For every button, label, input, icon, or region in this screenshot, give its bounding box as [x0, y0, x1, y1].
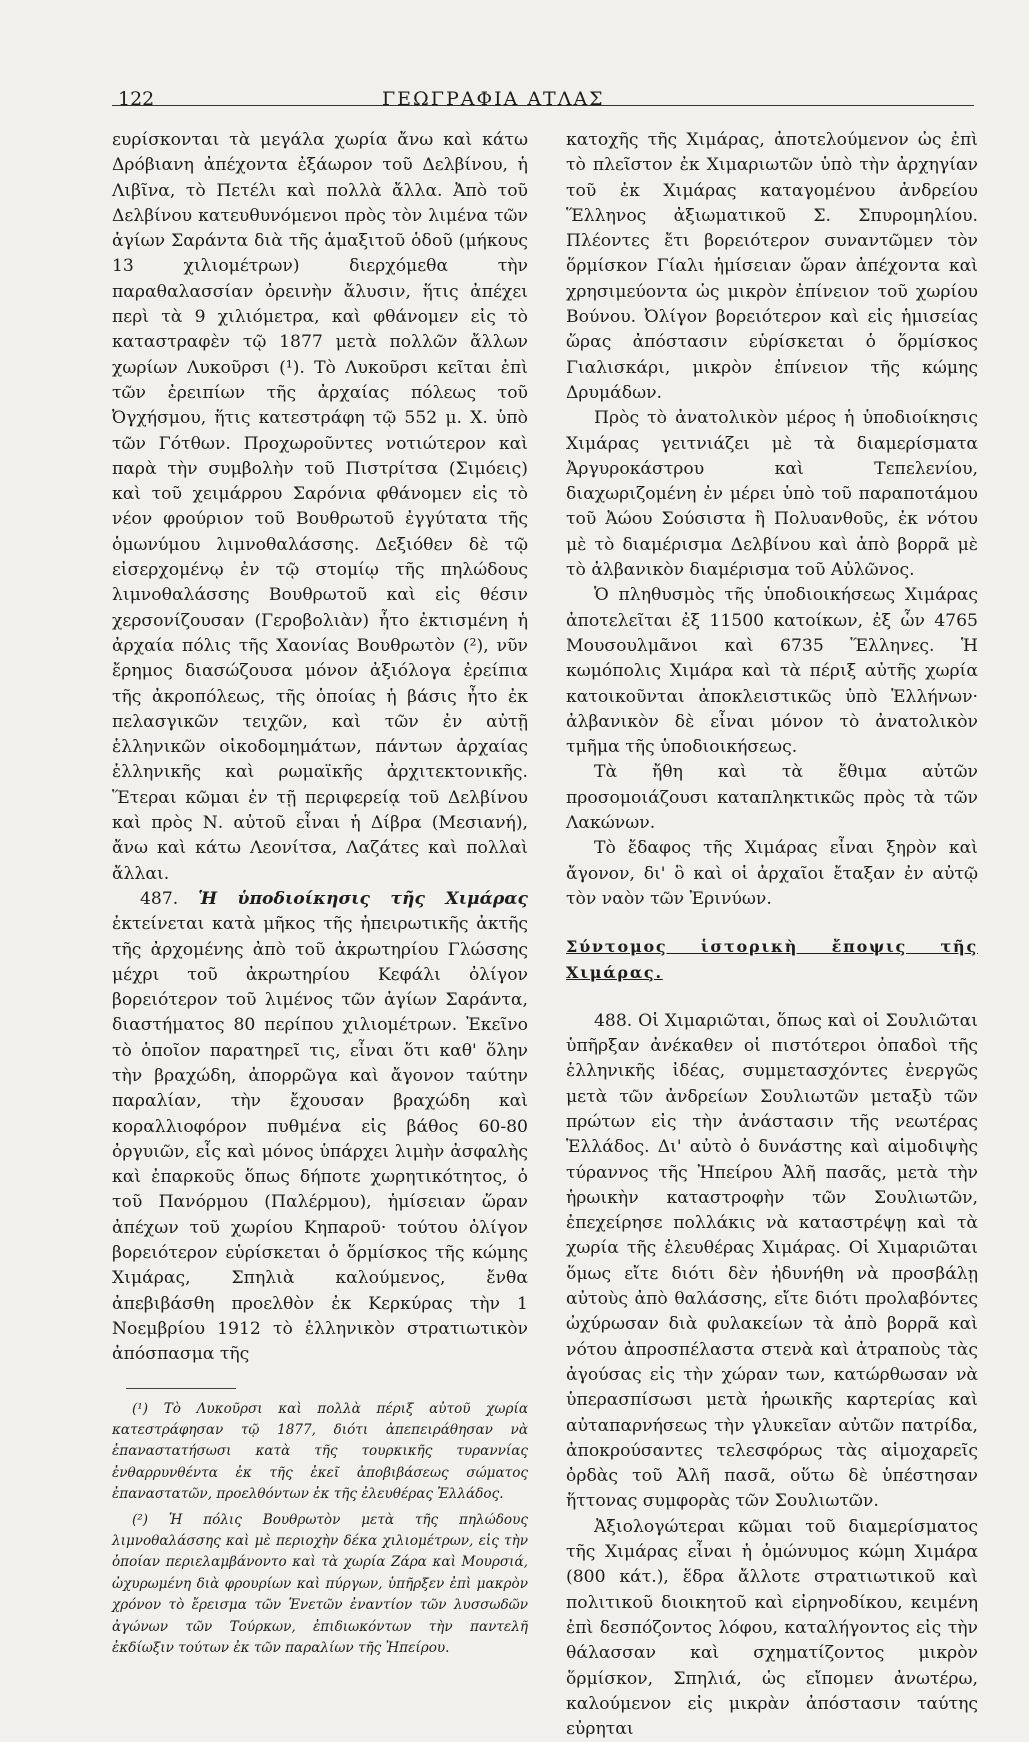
paragraph: κατοχῆς τῆς Χιμάρας, ἀποτελούμενον ὡς ἐπὶ τὸ πλεῖστον ἐκ Χιμαριωτῶν ὑπὸ τὴν ἀρχηγίαν τοῦ ἐκ Χιμάρας καταγομένου ἀνδρείου Ἕλληνος ἀξιωματικοῦ Σ. Σπυρομηλίου. Πλέοντες ἔτι βορειότερον συναντῶμεν τὸν ὅρμίσκον Γίαλι ἡμίσειαν ὥραν ἀπέχοντα καὶ χρησιμεύοντα ὡς μικρὸν ἐπίνειον τοῦ χωρίου Βούνου. Ὀλίγον βορειότερον καὶ εἰς ἡμισείας ὥρας ἀπόστασιν εὑρίσκεται ὁ ὅρμίσκος Γιαλισκάρι, μικρὸν ἐπίνειον τῆς κώμης Δρυμάδων.	[566, 130, 978, 403]
paragraph: ευρίσκονται τὰ μεγάλα χωρία ἄνω καὶ κάτω Δρόβιανη ἀπέχοντα ἐξάωρον τοῦ Δελβίνου, ἡ Λιβῖνα, τὸ Πετέλι καὶ πολλὰ ἄλλα. Ἀπὸ τοῦ Δελβίνου κατευθυνόμενοι πρὸς τὸν λιμένα τῶν ἁγίων Σαράντα διὰ τῆς ἁμαξιτοῦ ὁδοῦ (μήκους 13 χιλιομέτρων) διερχόμεθα τὴν παραθαλασσίαν ὀρεινὴν ἄλυσιν, ἥτις ἀπέχει περὶ τὰ 9 χιλιόμετρα, καὶ φθάνομεν εἰς τὸ καταστραφὲν τῷ 1877 μετὰ πολλῶν ἄλλων χωρίων Λυκοῦρσι (¹). Τὸ Λυκοῦρσι κεῖται ἐπὶ τῶν ἐρειπίων τῆς ἀρχαίας πόλεως τοῦ Ὀγχήσμου, ἥτις κατεστράφη τῷ 552 μ. Χ. ὑπὸ τῶν Γότθων. Προχωροῦντες νοτιώτερον καὶ παρὰ τὴν συμβολὴν τοῦ Πιστρίτσα (Σιμόεις) καὶ τοῦ χειμάρρου Σαρόνια φθάνομεν εἰς τὸ νέον φρούριον τοῦ Βουθρωτοῦ ἐγγύτατα τῆς ὁμωνύμου λιμνοθαλάσσης. Δεξιόθεν δὲ τῷ εἰσερχομένῳ ἐν τῷ στομίῳ τῆς πηλώδους λιμνοθαλάσσης Βουθρωτοῦ καὶ εἰς θέσιν χερσονίζουσαν (Γεροβολιὰν) ἦτο ἐκτισμένη ἡ ἀρχαία πόλις τῆς Χαονίας Βουθρωτὸν (²), νῦν ἔρημος διασώζουσα μόνον ἀξιόλογα ἐρείπια τῆς ἀκροπόλεως, τῆς ὁποίας ἡ βάσις ἦτο ἐκ πελασγικῶν τειχῶν, καὶ τῶν ἐν αὐτῇ ἑλληνικῶν οἰκοδομημάτων, πάντων ἀρχαίας ἑλληνικῆς καὶ ρωμαϊκῆς ἀρχιτεκτονικῆς. Ἕτεραι κῶμαι ἐν τῇ περιφερείᾳ τοῦ Δελβίνου καὶ πρὸς Ν. αὐτοῦ εἶναι ἡ Δίβρα (Μεσιανή), ἄνω καὶ κάτω Λεονίτσα, Λαζάτες καὶ πολλαὶ ἄλλαι.	[112, 130, 528, 884]
left-column	[112, 128, 528, 1659]
page-header	[112, 86, 972, 112]
section-number: 487.	[140, 888, 179, 909]
section-488: 488. Οἱ Χιμαριῶται, ὅπως καὶ οἱ Σουλιῶται ὑπῆρξαν ἀνέκαθεν οἱ πιστότεροι ὀπαδοὶ τῆς ἑλληνικῆς ἰδέας, συμμετασχόντες ἐνεργῶς μετὰ τῶν ἀνδρείων Σουλιωτῶν μεταξὺ τῶν πρώτων εἰς τὴν ἀνάστασιν τῆς νεωτέρας Ἑλλάδος. Δι' αὐτὸ ὁ δυνάστης καὶ αἱμοδιψὴς τύραννος τῆς Ἠπείρου Ἀλῆ πασᾶς, μετὰ τὴν ἡρωικὴν καταστροφὴν τῶν Σουλιωτῶν, ἐπεχείρησε πολλάκις νὰ καταστρέψῃ καὶ τὰ χωρία τῆς ἐλευθέρας Χιμάρας. Οἱ Χιμαριῶται ὅμως εἴτε διότι δὲν ἠδυνήθη νὰ προσβάλῃ αὐτοὺς ἀπὸ θαλάσσης, εἴτε διότι προλαβόντες ὠχύρωσαν διὰ φυλακείων τὰ ἀπὸ βορρᾶ καὶ νότου ἀπροσπέλαστα στενὰ καὶ ἀτραποὺς τὰς ἀγούσας εἰς τὴν χώραν των, κατώρθωσαν νὰ ὑπερασπίσωσι μετὰ ἡρωικῆς καρτερίας καὶ αὐταπαρνήσεως τὴν γλυκεῖαν αὐτῶν πατρίδα, ἀποκρούσαντες τελεσφόρως τὰς αἱμοχαρεῖς ὀρδὰς τοῦ Ἀλῆ πασᾶ, οὕτω δὲ ὑπέστησαν ἥττονας συμφορὰς τῶν Σουλιωτῶν.	[566, 1010, 978, 1512]
footnotes	[112, 1399, 528, 1660]
section-487	[112, 887, 528, 1368]
page-number: 122	[118, 88, 155, 110]
footnote-rule	[126, 1388, 236, 1389]
paragraph: Τὰ ἤθη καὶ τὰ ἔθιμα αὐτῶν προσομοιάζουσι καταπληκτικῶς πρὸς τὰ τῶν Λακώνων.	[566, 762, 978, 834]
section-heading: Σύντομος ἱστορικὴ ἔποψις τῆς Χιμάρας.	[566, 937, 978, 982]
section-text: ἐκτείνεται κατὰ μῆκος τῆς ἠπειρωτικῆς ἀκτῆς τῆς ἀρχομένης ἀπὸ τοῦ ἀκρωτηρίου Γλώσσης μέχρι τοῦ ἀκρωτηρίου Κεφάλι ὀλίγον βορειότερον τοῦ λιμένος τῶν ἁγίων Σαράντα, διαστήματος 80 περίπου χιλιομέτρων. Ἐκεῖνο τὸ ὁποῖον παρατηρεῖ τις, εἶναι ὅτι καθ' ὅλην τὴν βραχώδη, ἀπορρῶγα καὶ ἄγονον ταύτην παραλίαν, τὴν ἔχουσαν βραχώδη καὶ κοραλλιοφόρον πυθμένα εἰς βάθος 60-80 ὀργυιῶν, εἷς καὶ μόνος ὑπάρχει λιμὴν ἀσφαλὴς καὶ ἐπαρκοῦς ὅπως δήποτε χωρητικότητος, ὁ τοῦ Πανόρμου (Παλέρμου), ἡμίσειαν ὥραν ἀπέχων τοῦ χωρίου Κηπαροῦ· τούτου ὀλίγον βορειότερον εὑρίσκεται ὁ ὅρμίσκος τῆς κώμης Χιμάρας, Σπηλιὰ καλούμενος, ἔνθα ἀπεβιβάσθη προελθὸν ἐκ Κερκύρας τὴν 1 Νοεμβρίου 1912 τὸ ἑλληνικὸν στρατιωτικὸν ἀπόσπασμα τῆς	[112, 914, 528, 1365]
running-title: ΓΕΩΓΡΑΦΙΑ ΑΤΛΑΣ	[382, 88, 605, 110]
footnote-1: (¹) Τὸ Λυκοῦρσι καὶ πολλὰ πέριξ αὐτοῦ χωρία κατεστράφησαν τῷ 1877, διότι ἀπεπειράθησαν νὰ ἐπαναστατήσωσι κατὰ τῆς τουρκικῆς τυραννίας ἐνθαρρυνθέντα ἐκ τῆς ἐκεῖ ἀποβιβάσεως σώματος ἐπαναστατῶν, προελθόντων ἐκ τῆς ἐλευθέρας Ἑλλάδος.	[112, 1400, 528, 1503]
paragraph: Τὸ ἔδαφος τῆς Χιμάρας εἶναι ξηρὸν καὶ ἄγονον, δι' ὃ καὶ οἱ ἀρχαῖοι ἔταξαν ἐν αὐτῷ τὸν ναὸν τῶν Ἐρινύων.	[566, 838, 978, 909]
header-rule	[112, 105, 974, 106]
paragraph: Ὁ πληθυσμὸς τῆς ὑποδιοικήσεως Χιμάρας ἀποτελεῖται ἐξ 11500 κατοίκων, ἐξ ὧν 4765 Μουσουλμᾶνοι καὶ 6735 Ἕλληνες. Ἡ κωμόπολις Χιμάρα καὶ τὰ πέριξ αὐτῆς χωρία κατοικοῦνται ἀποκλειστικῶς ὑπὸ Ἑλλήνων· ἀλβανικὸν δὲ εἶναι μόνον τὸ ἀνατολικὸν τμῆμα τῆς ὑποδιοικήσεως.	[566, 585, 978, 758]
section-lead: Ἡ ὑποδιοίκησις τῆς Χιμάρας	[198, 888, 528, 909]
paragraph: Πρὸς τὸ ἀνατολικὸν μέρος ἡ ὑποδιοίκησις Χιμάρας γειτνιάζει μὲ τὰ διαμερίσματα Ἀργυροκάστρου καὶ Τεπελενίου, διαχωριζομένη ἐν μέρει ὑπὸ τοῦ παραποτάμου τοῦ Ἀώου Σούσιστα ἢ Πολυανθοῦς, ἐκ νότου μὲ τὸ διαμέρισμα Δελβίνου καὶ ἀπὸ βορρᾶ μὲ τὸ ἀλβανικὸν διαμέρισμα τοῦ Αὐλῶνος.	[566, 408, 978, 581]
footnote-2: (²) Ἡ πόλις Βουθρωτὸν μετὰ τῆς πηλώδους λιμνοθαλάσσης καὶ μὲ περιοχὴν δέκα χιλιομέτρων, εἰς τὴν ὁποίαν περιελαμβάνοντο καὶ τὰ χωρία Ζάρα καὶ Μουρσιά, ὠχυρωμένη διὰ φρουρίων καὶ πύργων, ὑπῆρξεν ἐπὶ μακρὸν χρόνον τὸ ἔρεισμα τῶν Ἑνετῶν ἐναντίον τῶν λυσσωδῶν ἀγώνων τῶν Τούρκων, ἐπιδιωκόντων τὴν παντελῆ ἐκδίωξιν τούτων ἐκ τῶν παραλίων τῆς Ἠπείρου.	[112, 1511, 528, 1657]
paragraph: Ἀξιολογώτεραι κῶμαι τοῦ διαμερίσματος τῆς Χιμάρας εἶναι ἡ ὁμώνυμος κώμη Χιμάρα (800 κάτ.), ἕδρα ἄλλοτε στρατιωτικοῦ καὶ πολιτικοῦ διοικητοῦ καὶ εἰρηνοδίκου, κειμένη ἐπὶ δεσπόζοντος λόφου, καταλήγοντος εἰς τὴν θάλασσαν καὶ σχηματίζοντος μικρὸν ὅρμίσκον, Σπηλιά, ὡς εἴπομεν ἀνωτέρω, καλούμενον εἰς μικρὰν ἀπόστασιν ταύτης εὐρηται	[566, 1516, 978, 1740]
